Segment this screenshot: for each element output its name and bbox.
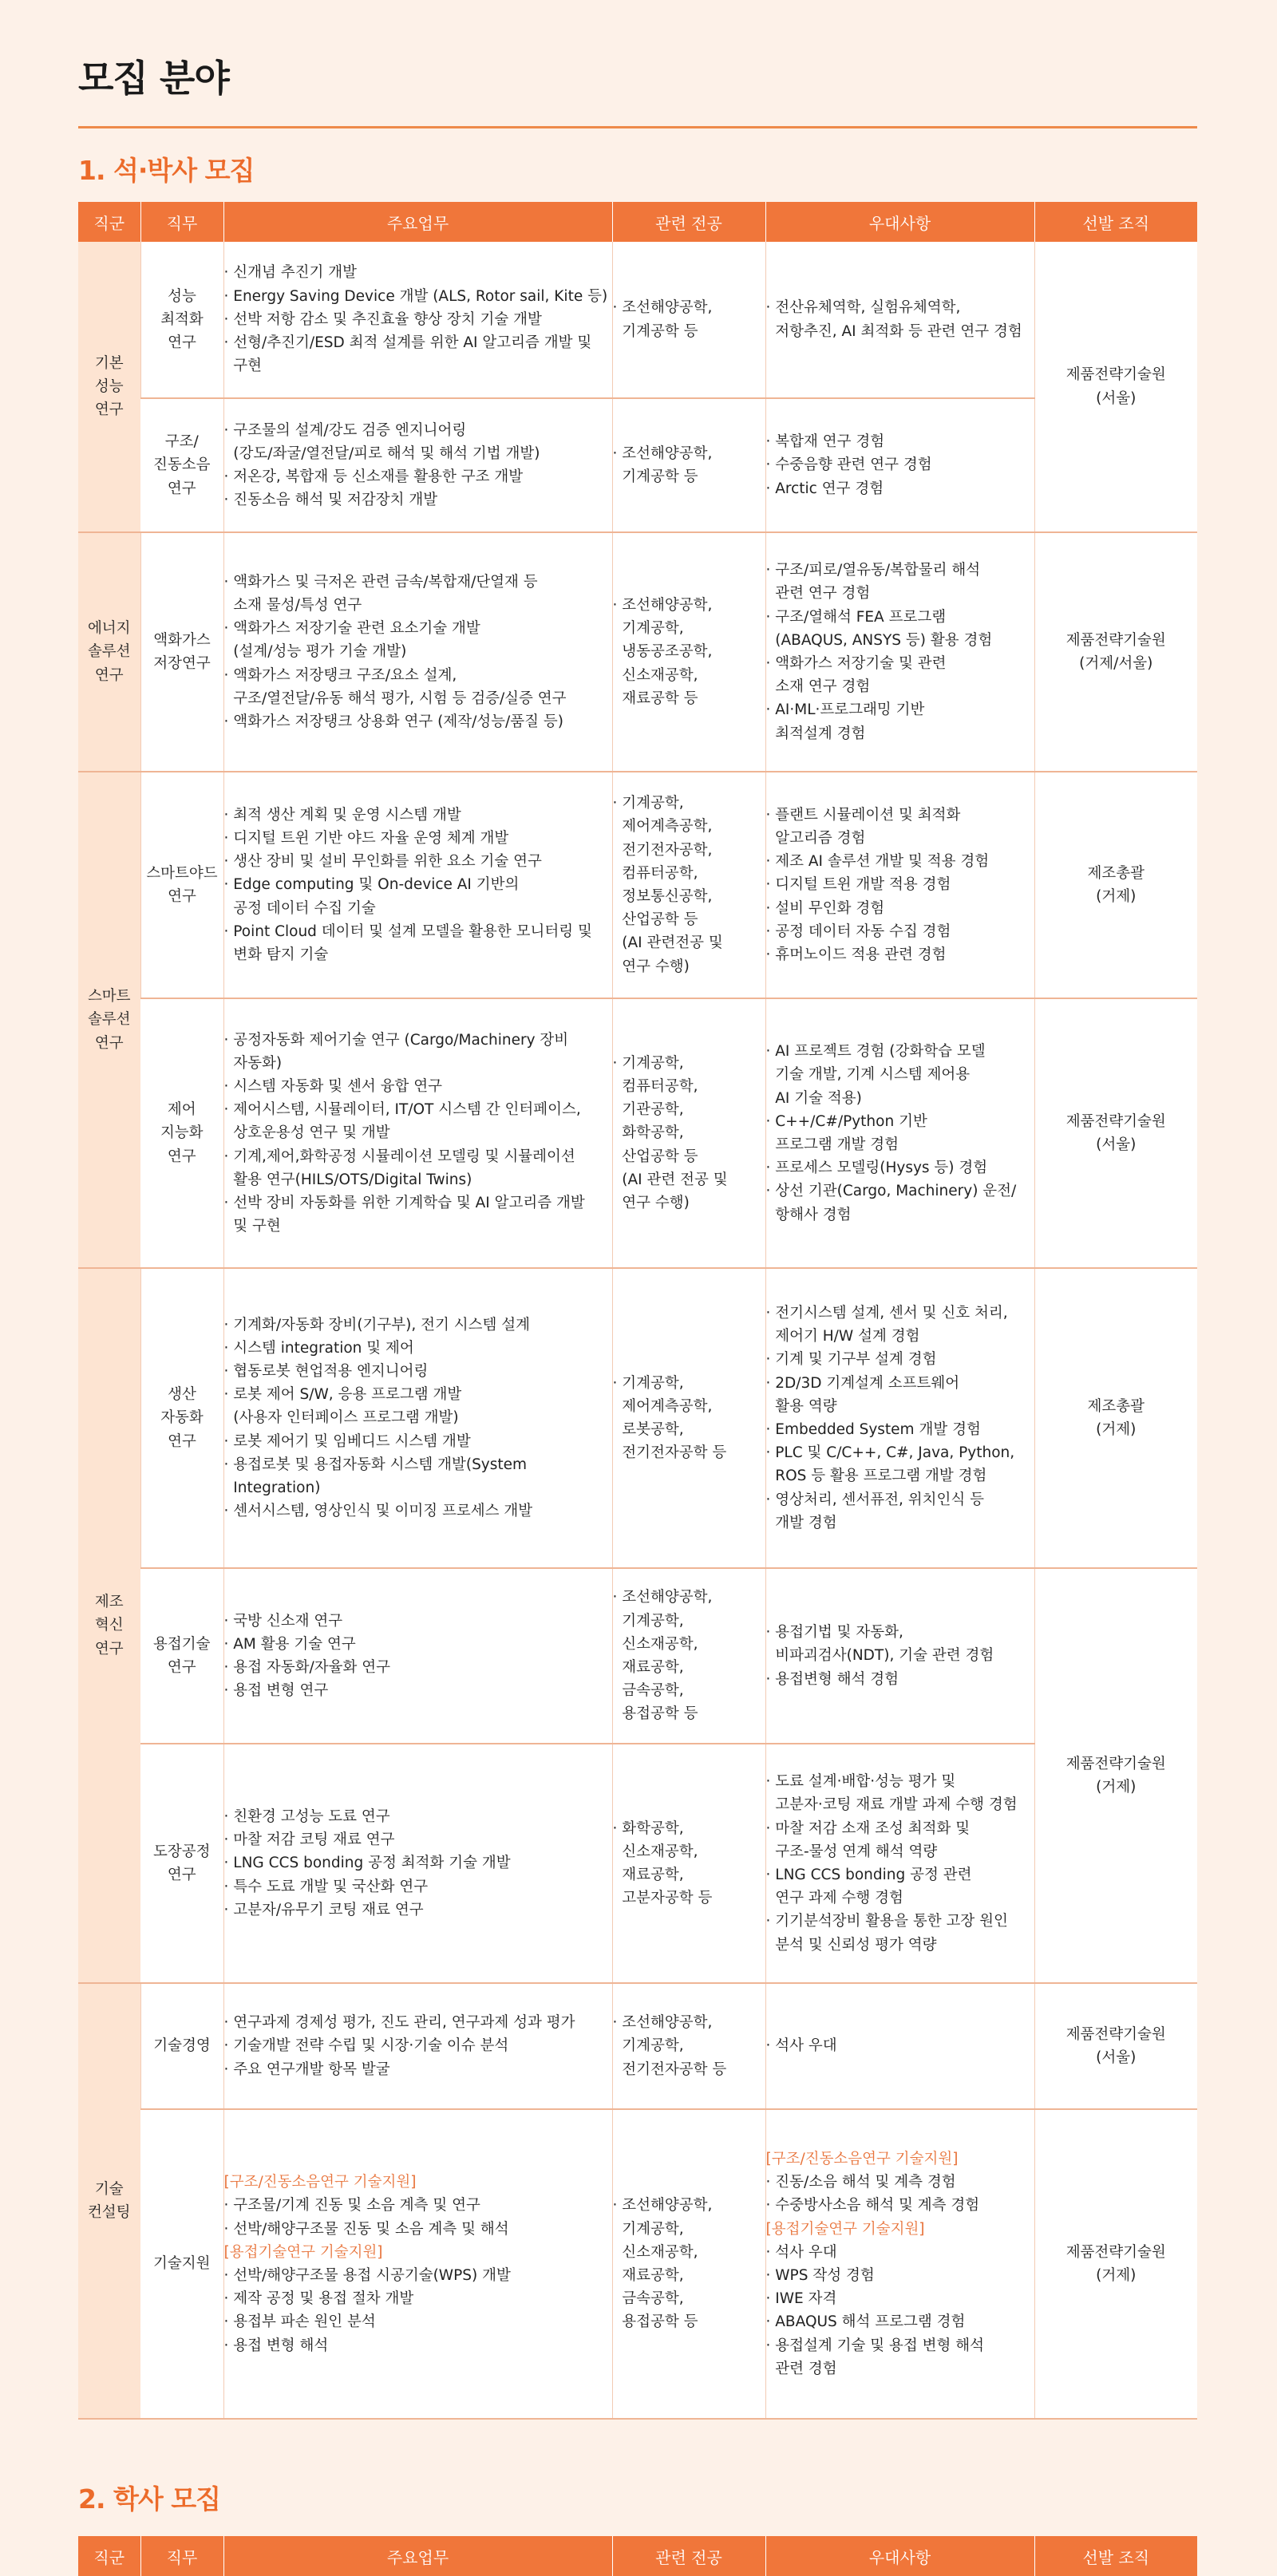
organization-cell: 제품전략기술원 (거제/서울) bbox=[1034, 532, 1197, 772]
duties-line: · 기계,제어,화학공정 시뮬레이션 모델링 및 시뮬레이션 활용 연구(HILS/OTS/Digital Twins) bbox=[223, 1148, 575, 1188]
duties-line: · 저온강, 복합재 등 신소재를 활용한 구조 개발 bbox=[223, 468, 524, 485]
majors-cell bbox=[612, 242, 765, 398]
duties-line: · 디지털 트윈 기반 야드 자율 운영 체계 개발 bbox=[223, 829, 509, 847]
duties-cell bbox=[223, 1983, 612, 2109]
preferences-line: · C++/C#/Python 기반 프로그램 개발 경험 bbox=[765, 1112, 927, 1153]
job-cell: 제어 지능화 연구 bbox=[140, 998, 223, 1268]
majors-cell bbox=[612, 2109, 765, 2419]
duties-line: · 기술개발 전략 수립 및 시장·기술 이슈 분석 bbox=[223, 2037, 509, 2055]
duties-line: · 최적 생산 계획 및 운영 시스템 개발 bbox=[223, 806, 461, 824]
duties-cell bbox=[223, 998, 612, 1268]
preferences-line: · 휴머노이드 적용 관련 경험 bbox=[765, 946, 947, 964]
table-row bbox=[78, 1983, 1197, 2109]
duties-cell bbox=[223, 2109, 612, 2419]
header-job: 직무 bbox=[140, 2536, 223, 2576]
preferences-line: · 용접설계 기술 및 용접 변형 해석 관련 경험 bbox=[765, 2337, 984, 2377]
header-duties: 주요업무 bbox=[223, 202, 612, 242]
preferences-line: · 디지털 트윈 개발 적용 경험 bbox=[765, 876, 951, 894]
preferences-line: · 기기분석장비 활용을 통한 고장 원인 분석 및 신뢰성 평가 역량 bbox=[765, 1913, 1008, 1954]
job-cell: 액화가스 저장연구 bbox=[140, 532, 223, 772]
preferences-line: · 수중음향 관련 연구 경험 bbox=[765, 456, 932, 474]
organization-cell: 제품전략기술원 (서울) bbox=[1034, 242, 1197, 532]
table-header-row bbox=[78, 2536, 1197, 2576]
duties-line: · 국방 신소재 연구 bbox=[223, 1612, 343, 1630]
duties-line: · 용접 자동화/자율화 연구 bbox=[223, 1659, 390, 1676]
preferences-line: · AI 프로젝트 경험 (강화학습 모델 기술 개발, 기계 시스템 제어용 AI 기술 적용) bbox=[765, 1043, 986, 1107]
preferences-line: · WPS 작성 경험 bbox=[765, 2267, 875, 2284]
preferences-line: · 액화가스 저장기술 및 관련 소재 연구 경험 bbox=[765, 655, 947, 696]
duties-line: [구조/진동소음연구 기술지원] bbox=[223, 2174, 417, 2191]
preferences-cell bbox=[765, 998, 1034, 1268]
preferences-line: · IWE 자격 bbox=[765, 2290, 837, 2308]
table-row bbox=[78, 1568, 1197, 1744]
majors-line: · 조선해양공학, 기계공학, 냉동공조공학, 신소재공학, 재료공학 등 bbox=[612, 596, 713, 707]
header-category: 직군 bbox=[78, 202, 140, 242]
duties-line: · 고분자/유무기 코팅 재료 연구 bbox=[223, 1901, 424, 1918]
preferences-line: · 전산유체역학, 실험유체역학, 저항추진, AI 최적화 등 관련 연구 경험 bbox=[765, 299, 1022, 340]
category-cell: 기본 성능 연구 bbox=[78, 242, 140, 532]
duties-line: · 선박 장비 자동화를 위한 기계학습 및 AI 알고리즘 개발 및 구현 bbox=[223, 1195, 585, 1235]
majors-cell bbox=[612, 772, 765, 998]
preferences-line: · PLC 및 C/C++, C#, Java, Python, ROS 등 활용 프로그램 개발 경험 bbox=[765, 1444, 1015, 1485]
preferences-cell bbox=[765, 1744, 1034, 1983]
duties-line: · 시스템 자동화 및 센서 융합 연구 bbox=[223, 1077, 442, 1095]
preferences-line: · 프로세스 모델링(Hysys 등) 경험 bbox=[765, 1160, 988, 1177]
header-preferences: 우대사항 bbox=[765, 202, 1034, 242]
duties-line: · 선박/해양구조물 용접 시공기술(WPS) 개발 bbox=[223, 2267, 511, 2284]
majors-cell bbox=[612, 532, 765, 772]
duties-line: · 특수 도료 개발 및 국산화 연구 bbox=[223, 1878, 429, 1895]
preferences-line: · ABAQUS 해석 프로그램 경험 bbox=[765, 2313, 966, 2331]
preferences-line: · 용접기법 및 자동화, 비파괴검사(NDT), 기술 관련 경험 bbox=[765, 1624, 994, 1665]
duties-line: · 용접 변형 연구 bbox=[223, 1682, 329, 1700]
duties-line: · 용접 변형 해석 bbox=[223, 2337, 329, 2354]
preferences-line: · 수중방사소음 해석 및 계측 경험 bbox=[765, 2197, 980, 2214]
job-cell: 기술지원 bbox=[140, 2109, 223, 2419]
majors-cell bbox=[612, 1568, 765, 1744]
preferences-line: · 용접변형 해석 경험 bbox=[765, 1670, 899, 1688]
category-cell: 에너지 솔루션 연구 bbox=[78, 532, 140, 772]
majors-cell bbox=[612, 998, 765, 1268]
organization-cell: 제품전략기술원 (서울) bbox=[1034, 998, 1197, 1268]
duties-line: · 로봇 제어기 및 임베디드 시스템 개발 bbox=[223, 1432, 471, 1450]
duties-line: · 용접부 파손 원인 분석 bbox=[223, 2313, 376, 2331]
duties-line: · 선박/해양구조물 진동 및 소음 계측 및 해석 bbox=[223, 2220, 509, 2238]
duties-line: · 기계화/자동화 장비(기구부), 전기 시스템 설계 bbox=[223, 1316, 531, 1333]
duties-line: · 주요 연구개발 항목 발굴 bbox=[223, 2060, 390, 2078]
section-title-masters-phd: 1. 석·박사 모집 bbox=[78, 155, 255, 186]
job-cell: 성능 최적화 연구 bbox=[140, 242, 223, 398]
duties-line: · 제어시스템, 시뮬레이터, IT/OT 시스템 간 인터페이스, 상호운용성 연구 및 개발 bbox=[223, 1101, 581, 1142]
preferences-line: · 상선 기관(Cargo, Machinery) 운전/ 항해사 경험 bbox=[765, 1183, 1017, 1223]
organization-cell: 제품전략기술원 (거제) bbox=[1034, 1568, 1197, 1983]
header-organization: 선발 조직 bbox=[1034, 202, 1197, 242]
duties-line: · 선박 저항 감소 및 추진효율 향상 장치 기술 개발 bbox=[223, 310, 542, 328]
duties-line: [용접기술연구 기술지원] bbox=[223, 2243, 383, 2261]
preferences-line: · 석사 우대 bbox=[765, 2243, 837, 2261]
duties-line: · 센서시스템, 영상인식 및 이미징 프로세스 개발 bbox=[223, 1503, 533, 1520]
duties-line: · 마찰 저감 코팅 재료 연구 bbox=[223, 1831, 395, 1849]
preferences-cell bbox=[765, 242, 1034, 398]
preferences-line: · 구조/피로/열유동/복합물리 해석 관련 연구 경험 bbox=[765, 562, 981, 603]
preferences-cell bbox=[765, 1983, 1034, 2109]
majors-line: · 조선해양공학, 기계공학 등 bbox=[612, 299, 713, 340]
duties-line: · Edge computing 및 On-device AI 기반의 공정 데이터 수집 기술 bbox=[223, 876, 520, 917]
majors-line: · 조선해양공학, 기계공학, 신소재공학, 재료공학, 금속공학, 용접공학 등 bbox=[612, 2197, 713, 2331]
duties-cell bbox=[223, 1568, 612, 1744]
preferences-line: · 진동/소음 해석 및 계측 경험 bbox=[765, 2174, 956, 2191]
organization-cell: 제품전략기술원 (서울) bbox=[1034, 1983, 1197, 2109]
majors-cell bbox=[612, 398, 765, 532]
preferences-line: · 플랜트 시뮬레이션 및 최적화 알고리즘 경험 bbox=[765, 806, 961, 847]
duties-line: · 선형/추진기/ESD 최적 설계를 위한 AI 알고리즘 개발 및 구현 bbox=[223, 334, 592, 375]
majors-line: · 기계공학, 제어계측공학, 전기전자공학, 컴퓨터공학, 정보통신공학, 산업공학 등 (AI 관련전공 및 연구 수행) bbox=[612, 795, 723, 975]
table-row bbox=[78, 398, 1197, 532]
preferences-line: · AI·ML·프로그래밍 기반 최적설계 경험 bbox=[765, 701, 925, 742]
header-duties: 주요업무 bbox=[223, 2536, 612, 2576]
job-cell: 도장공정 연구 bbox=[140, 1744, 223, 1983]
duties-line: · 제작 공정 및 용접 절차 개발 bbox=[223, 2290, 414, 2308]
preferences-cell bbox=[765, 532, 1034, 772]
preferences-line: · 구조/열해석 FEA 프로그램 (ABAQUS, ANSYS 등) 활용 경험 bbox=[765, 608, 993, 649]
category-cell: 기술 컨설팅 bbox=[78, 1983, 140, 2419]
table-row bbox=[78, 998, 1197, 1268]
organization-cell: 제조총괄 (거제) bbox=[1034, 772, 1197, 998]
preferences-line: [용접기술연구 기술지원] bbox=[765, 2220, 925, 2238]
preferences-line: · LNG CCS bonding 공정 관련 연구 과제 수행 경험 bbox=[765, 1867, 972, 1907]
header-job: 직무 bbox=[140, 202, 223, 242]
masters-phd-table bbox=[78, 202, 1197, 2420]
preferences-line: · 기계 및 기구부 설계 경험 bbox=[765, 1351, 937, 1369]
duties-cell bbox=[223, 1268, 612, 1568]
job-cell: 용접기술 연구 bbox=[140, 1568, 223, 1744]
organization-cell: 제조총괄 (거제) bbox=[1034, 1268, 1197, 1568]
duties-line: · AM 활용 기술 연구 bbox=[223, 1635, 356, 1653]
duties-line: · 액화가스 저장기술 관련 요소기술 개발 (설계/성능 평가 기술 개발) bbox=[223, 620, 480, 661]
header-majors: 관련 전공 bbox=[612, 2536, 765, 2576]
preferences-line: · Embedded System 개발 경험 bbox=[765, 1421, 981, 1438]
header-organization: 선발 조직 bbox=[1034, 2536, 1197, 2576]
table-row bbox=[78, 1744, 1197, 1983]
duties-line: · 생산 장비 및 설비 무인화를 위한 요소 기술 연구 bbox=[223, 853, 542, 871]
preferences-line: · Arctic 연구 경험 bbox=[765, 480, 884, 497]
duties-line: · 친환경 고성능 도료 연구 bbox=[223, 1808, 390, 1825]
job-cell: 생산 자동화 연구 bbox=[140, 1268, 223, 1568]
table-row bbox=[78, 242, 1197, 398]
duties-line: · 협동로봇 현업적용 엔지니어링 bbox=[223, 1362, 429, 1380]
duties-cell bbox=[223, 772, 612, 998]
majors-line: · 조선해양공학, 기계공학, 신소재공학, 재료공학, 금속공학, 용접공학 등 bbox=[612, 1589, 713, 1723]
duties-line: · 구조물/기계 진동 및 소음 계측 및 연구 bbox=[223, 2197, 480, 2214]
duties-line: · 진동소음 해석 및 저감장치 개발 bbox=[223, 492, 438, 509]
organization-cell: 제품전략기술원 (거제) bbox=[1034, 2109, 1197, 2419]
preferences-cell bbox=[765, 398, 1034, 532]
majors-cell bbox=[612, 1983, 765, 2109]
preferences-cell bbox=[765, 2109, 1034, 2419]
preferences-line: [구조/진동소음연구 기술지원] bbox=[765, 2150, 959, 2167]
bachelor-table bbox=[78, 2536, 1197, 2576]
preferences-cell bbox=[765, 1268, 1034, 1568]
duties-line: · 용접로봇 및 용접자동화 시스템 개발(System Integration) bbox=[223, 1456, 528, 1497]
header-majors: 관련 전공 bbox=[612, 202, 765, 242]
majors-line: · 조선해양공학, 기계공학 등 bbox=[612, 444, 713, 485]
preferences-line: · 전기시스템 설계, 센서 및 신호 처리, 제어기 H/W 설계 경험 bbox=[765, 1304, 1008, 1345]
job-cell: 구조/ 진동소음 연구 bbox=[140, 398, 223, 532]
duties-line: · 로봇 제어 S/W, 응용 프로그램 개발 (사용자 인터페이스 프로그램 개발) bbox=[223, 1386, 462, 1427]
duties-line: · 신개념 추진기 개발 bbox=[223, 264, 357, 282]
preferences-cell bbox=[765, 1568, 1034, 1744]
preferences-line: · 2D/3D 기계설계 소프트웨어 활용 역량 bbox=[765, 1374, 960, 1415]
category-cell: 제조 혁신 연구 bbox=[78, 1268, 140, 1983]
table-row bbox=[78, 772, 1197, 998]
duties-line: · 연구과제 경제성 평가, 진도 관리, 연구과제 성과 평가 bbox=[223, 2014, 575, 2032]
duties-line: · Point Cloud 데이터 및 설계 모델을 활용한 모니터링 및 변화 탐지 기술 bbox=[223, 923, 592, 964]
header-category: 직군 bbox=[78, 2536, 140, 2576]
preferences-line: · 제조 AI 솔루션 개발 및 적용 경험 bbox=[765, 853, 990, 871]
title-divider bbox=[78, 126, 1197, 128]
preferences-line: · 공정 데이터 자동 수집 경험 bbox=[765, 923, 951, 940]
preferences-line: · 석사 우대 bbox=[765, 2037, 837, 2055]
duties-cell bbox=[223, 1744, 612, 1983]
page-title: 모집 분야 bbox=[78, 57, 229, 100]
table-row bbox=[78, 2109, 1197, 2419]
table-row bbox=[78, 1268, 1197, 1568]
majors-cell bbox=[612, 1744, 765, 1983]
job-cell: 스마트야드 연구 bbox=[140, 772, 223, 998]
preferences-line: · 설비 무인화 경험 bbox=[765, 899, 885, 917]
preferences-line: · 복합재 연구 경험 bbox=[765, 433, 885, 451]
duties-line: · LNG CCS bonding 공정 최적화 기술 개발 bbox=[223, 1855, 511, 1872]
header-preferences: 우대사항 bbox=[765, 2536, 1034, 2576]
preferences-line: · 마찰 저감 소재 조성 최적화 및 구조-물성 연계 해석 역량 bbox=[765, 1819, 971, 1860]
majors-line: · 화학공학, 신소재공학, 재료공학, 고분자공학 등 bbox=[612, 1819, 713, 1907]
duties-line: · 공정자동화 제어기술 연구 (Cargo/Machinery 장비 자동화) bbox=[223, 1031, 569, 1072]
duties-line: · 액화가스 및 극저온 관련 금속/복합재/단열재 등 소재 물성/특성 연구 bbox=[223, 573, 538, 614]
section-title-bachelor: 2. 학사 모집 bbox=[78, 2483, 220, 2515]
duties-line: · 시스템 integration 및 제어 bbox=[223, 1339, 414, 1357]
duties-line: · Energy Saving Device 개발 (ALS, Rotor sail, Kite 등) bbox=[223, 287, 608, 305]
majors-cell bbox=[612, 1268, 765, 1568]
job-cell: 기술경영 bbox=[140, 1983, 223, 2109]
preferences-line: · 도료 설계·배합·성능 평가 및 고분자·코팅 재료 개발 과제 수행 경험 bbox=[765, 1773, 1018, 1814]
preferences-line: · 영상처리, 센서퓨전, 위치인식 등 개발 경험 bbox=[765, 1491, 984, 1531]
majors-line: · 기계공학, 컴퓨터공학, 기관공학, 화학공학, 산업공학 등 (AI 관련 전공 및 연구 수행) bbox=[612, 1054, 728, 1212]
majors-line: · 조선해양공학, 기계공학, 전기전자공학 등 bbox=[612, 2014, 727, 2078]
duties-line: · 구조물의 설계/강도 검증 엔지니어링 (강도/좌굴/열전달/피로 해석 및 해석 기법 개발) bbox=[223, 421, 540, 462]
preferences-cell bbox=[765, 772, 1034, 998]
majors-line: · 기계공학, 제어계측공학, 로봇공학, 전기전자공학 등 bbox=[612, 1374, 727, 1462]
category-cell: 스마트 솔루션 연구 bbox=[78, 772, 140, 1268]
duties-cell bbox=[223, 398, 612, 532]
table-header-row bbox=[78, 202, 1197, 242]
table-row bbox=[78, 532, 1197, 772]
duties-line: · 액화가스 저장탱크 상용화 연구 (제작/성능/품질 등) bbox=[223, 713, 563, 731]
duties-line: · 액화가스 저장탱크 구조/요소 설계, 구조/열전달/유동 해석 평가, 시험 등 검증/실증 연구 bbox=[223, 666, 567, 707]
duties-cell bbox=[223, 532, 612, 772]
duties-cell bbox=[223, 242, 612, 398]
